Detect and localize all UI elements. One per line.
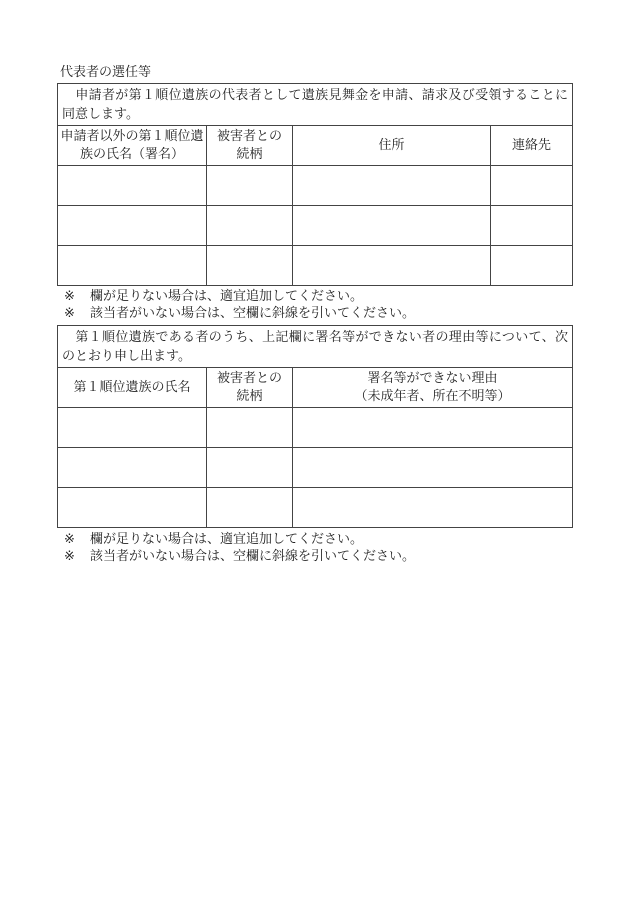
name-cell[interactable] xyxy=(58,408,207,448)
note-mark: ※ xyxy=(64,306,75,321)
relationship-cell[interactable] xyxy=(207,408,293,448)
name-cell[interactable] xyxy=(58,166,207,206)
note-item xyxy=(64,288,415,305)
table-row xyxy=(58,488,573,528)
name-cell[interactable] xyxy=(58,488,207,528)
address-cell[interactable] xyxy=(293,206,491,246)
relationship-cell[interactable] xyxy=(207,246,293,286)
contact-cell[interactable] xyxy=(491,166,573,206)
reason-cell[interactable] xyxy=(293,448,573,488)
header-other-bereaved-name: 申請者以外の第１順位遺族の氏名（署名） xyxy=(58,126,207,166)
name-cell[interactable] xyxy=(58,246,207,286)
notes-1 xyxy=(64,288,415,322)
relationship-cell[interactable] xyxy=(207,448,293,488)
note-mark: ※ xyxy=(64,549,75,564)
unable-to-sign-table xyxy=(57,325,573,528)
reason-cell[interactable] xyxy=(293,408,573,448)
header-contact: 連絡先 xyxy=(491,126,573,166)
header-reason-line1: 署名等ができない理由 xyxy=(367,370,498,386)
table-row xyxy=(58,448,573,488)
header-relationship: 被害者との続柄 xyxy=(207,368,293,408)
contact-cell[interactable] xyxy=(491,206,573,246)
relationship-cell[interactable] xyxy=(207,488,293,528)
note-text: 該当者がいない場合は、空欄に斜線を引いてください。 xyxy=(90,306,416,321)
section-title: 代表者の選任等 xyxy=(60,65,152,80)
note-text: 該当者がいない場合は、空欄に斜線を引いてください。 xyxy=(90,549,416,564)
table-row xyxy=(58,206,573,246)
reason-cell[interactable] xyxy=(293,488,573,528)
note-item xyxy=(64,548,415,565)
note-item xyxy=(64,531,415,548)
notes-2 xyxy=(64,531,415,565)
header-reason xyxy=(293,368,573,408)
note-mark: ※ xyxy=(64,289,75,304)
header-relationship: 被害者との続柄 xyxy=(207,126,293,166)
relationship-cell[interactable] xyxy=(207,206,293,246)
header-bereaved-name: 第１順位遺族の氏名 xyxy=(58,368,207,408)
address-cell[interactable] xyxy=(293,246,491,286)
unable-to-sign-statement: 第１順位遺族である者のうち、上記欄に署名等ができない者の理由等について、次のとおり申し出ます。 xyxy=(58,326,573,368)
name-cell[interactable] xyxy=(58,206,207,246)
relationship-cell[interactable] xyxy=(207,166,293,206)
note-text: 欄が足りない場合は、適宜追加してください。 xyxy=(90,532,364,547)
consent-statement: 申請者が第１順位遺族の代表者として遺族見舞金を申請、請求及び受領することに同意します。 xyxy=(58,84,573,126)
name-cell[interactable] xyxy=(58,448,207,488)
note-mark: ※ xyxy=(64,532,75,547)
header-address: 住所 xyxy=(293,126,491,166)
note-item xyxy=(64,305,415,322)
table-row xyxy=(58,408,573,448)
contact-cell[interactable] xyxy=(491,246,573,286)
header-reason-line2: （未成年者、所在不明等） xyxy=(354,388,511,404)
representative-consent-table xyxy=(57,83,573,286)
note-text: 欄が足りない場合は、適宜追加してください。 xyxy=(90,289,364,304)
table-row xyxy=(58,246,573,286)
table-row xyxy=(58,166,573,206)
address-cell[interactable] xyxy=(293,166,491,206)
